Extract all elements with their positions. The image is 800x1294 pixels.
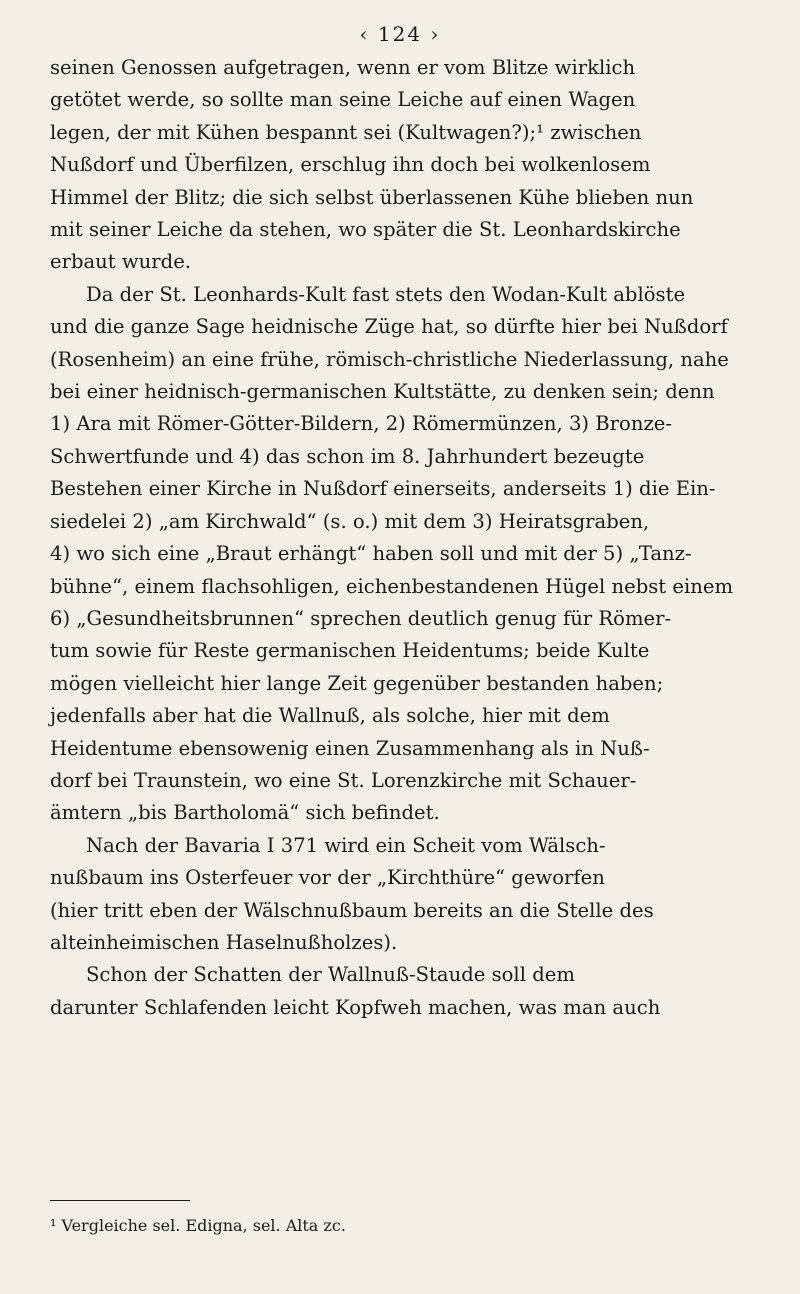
- text-line: mögen vielleicht hier lange Zeit gegenüber bestanden haben;: [50, 671, 664, 695]
- footnote-divider: [50, 1200, 190, 1201]
- text-line: jedenfalls aber hat die Wallnuß, als solche, hier mit dem: [50, 704, 610, 728]
- text-line: bühne“, einem flachsohligen, eichenbestandenen Hügel nebst einem: [50, 574, 734, 598]
- text-line: 1) Ara mit Römer-Götter-Bildern, 2) Römermünzen, 3) Bronze-: [50, 412, 673, 436]
- text-line: 6) „Gesundheitsbrunnen“ sprechen deutlich genug für Römer-: [50, 606, 672, 630]
- paragraph-1: [50, 52, 762, 279]
- text-line: (Rosenheim) an eine frühe, römisch-christliche Niederlassung, nahe: [50, 347, 729, 371]
- text-line: tum sowie für Reste germanischen Heidentums; beide Kulte: [50, 639, 650, 663]
- text-line: alteinheimischen Haselnußholzes).: [50, 930, 398, 954]
- text-line: Heidentume ebensowenig einen Zusammenhang als in Nuß-: [50, 736, 650, 760]
- paragraph-2: [50, 279, 762, 830]
- text-line: getötet werde, so sollte man seine Leiche auf einen Wagen: [50, 88, 636, 112]
- text-line: Himmel der Blitz; die sich selbst überlassenen Kühe blieben nun: [50, 185, 694, 209]
- text-line: seinen Genossen aufgetragen, wenn er vom Blitze wirklich: [50, 56, 636, 79]
- text-line: 4) wo sich eine „Braut erhängt“ haben soll und mit der 5) „Tanz-: [50, 542, 692, 566]
- text-line: Bestehen einer Kirche in Nußdorf einerseits, anderseits 1) die Ein-: [50, 477, 716, 501]
- text-line: dorf bei Traunstein, wo eine St. Lorenzkirche mit Schauer-: [50, 768, 637, 792]
- body-text: [50, 52, 762, 1024]
- footnote: ¹ Vergleiche sel. Edigna, sel. Alta zc.: [50, 1216, 346, 1235]
- text-line: Nach der Bavaria I 371 wird ein Scheit vom Wälsch-: [86, 833, 606, 857]
- paragraph-4: [50, 959, 762, 1024]
- paragraph-3: [50, 830, 762, 960]
- text-line: und die ganze Sage heidnische Züge hat, so dürfte hier bei Nußdorf: [50, 315, 728, 339]
- text-line: (hier tritt eben der Wälschnußbaum bereits an die Stelle des: [50, 898, 654, 922]
- text-line: darunter Schlafenden leicht Kopfweh machen, was man auch: [50, 995, 661, 1019]
- text-line: erbaut wurde.: [50, 250, 192, 274]
- text-line: nußbaum ins Osterfeuer vor der „Kirchthüre“ geworfen: [50, 866, 605, 890]
- text-line: ämtern „bis Bartholomä“ sich befindet.: [50, 801, 440, 825]
- page-number-header: ‹ 124 ›: [359, 22, 441, 46]
- text-line: Nußdorf und Überfilzen, erschlug ihn doch bei wolkenlosem: [50, 153, 651, 177]
- text-line: Schwertfunde und 4) das schon im 8. Jahrhundert bezeugte: [50, 444, 645, 468]
- text-line: legen, der mit Kühen bespannt sei (Kultwagen?);¹ zwischen: [50, 120, 642, 144]
- text-line: Schon der Schatten der Wallnuß-Staude soll dem: [86, 963, 575, 987]
- text-line: bei einer heidnisch-germanischen Kultstätte, zu denken sein; denn: [50, 380, 715, 404]
- text-line: siedelei 2) „am Kirchwald“ (s. o.) mit dem 3) Heiratsgraben,: [50, 509, 650, 533]
- text-line: mit seiner Leiche da stehen, wo später die St. Leonhardskirche: [50, 218, 681, 242]
- text-line: Da der St. Leonhards-Kult fast stets den Wodan-Kult ablöste: [86, 282, 686, 306]
